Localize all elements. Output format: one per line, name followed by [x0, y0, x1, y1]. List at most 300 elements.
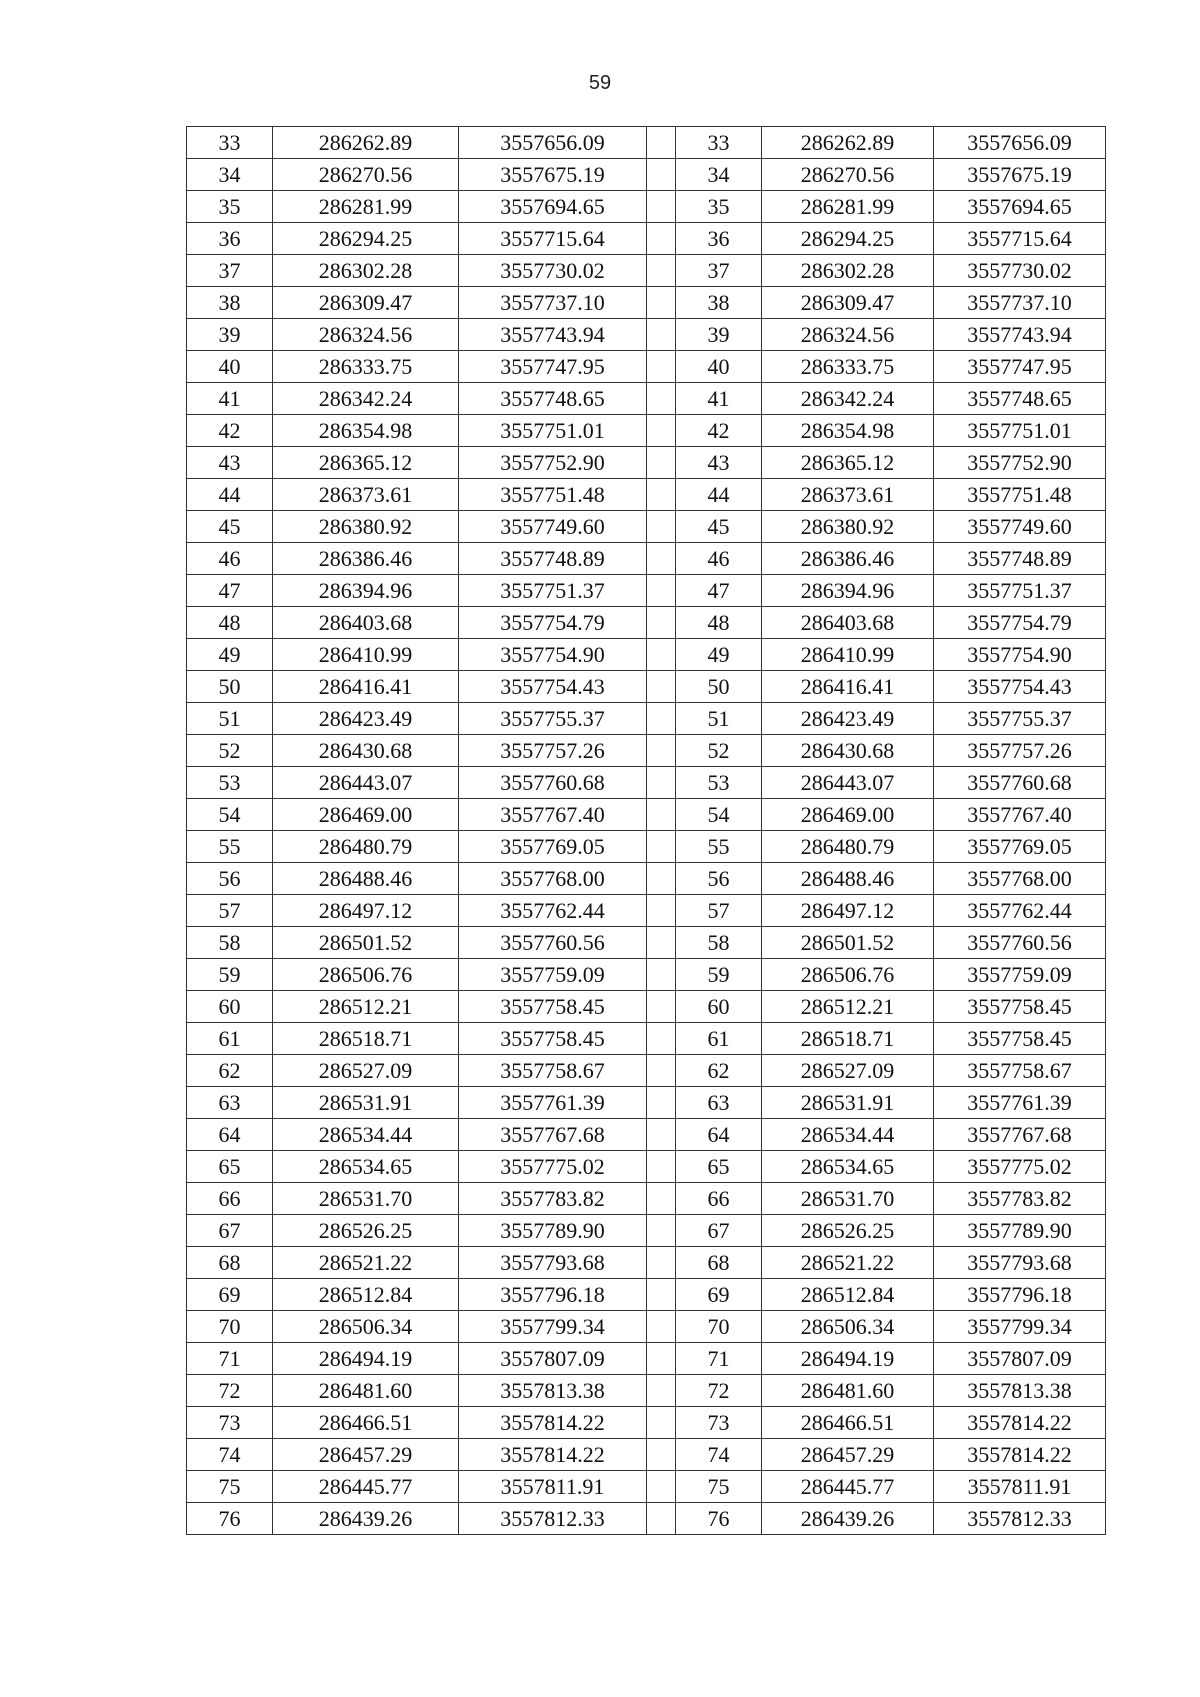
right-point-number-cell: 42: [676, 415, 762, 447]
right-y-coordinate-cell: 3557675.19: [934, 159, 1106, 191]
empty-separator-cell: [647, 1183, 676, 1215]
empty-separator-cell: [647, 607, 676, 639]
left-x-coordinate-cell: 286403.68: [273, 607, 459, 639]
left-y-coordinate-cell: 3557807.09: [459, 1343, 647, 1375]
right-y-coordinate-cell: 3557751.37: [934, 575, 1106, 607]
left-point-number-cell: 63: [187, 1087, 273, 1119]
left-point-number-cell: 43: [187, 447, 273, 479]
left-point-number-cell: 40: [187, 351, 273, 383]
left-x-coordinate-cell: 286410.99: [273, 639, 459, 671]
empty-separator-cell: [647, 223, 676, 255]
right-point-number-cell: 63: [676, 1087, 762, 1119]
right-point-number-cell: 64: [676, 1119, 762, 1151]
right-x-coordinate-cell: 286394.96: [762, 575, 934, 607]
right-y-coordinate-cell: 3557748.65: [934, 383, 1106, 415]
table-row: [187, 479, 1106, 511]
left-point-number-cell: 42: [187, 415, 273, 447]
right-point-number-cell: 69: [676, 1279, 762, 1311]
right-y-coordinate-cell: 3557811.91: [934, 1471, 1106, 1503]
left-y-coordinate-cell: 3557743.94: [459, 319, 647, 351]
left-point-number-cell: 73: [187, 1407, 273, 1439]
table-row: [187, 1375, 1106, 1407]
empty-separator-cell: [647, 319, 676, 351]
right-y-coordinate-cell: 3557769.05: [934, 831, 1106, 863]
empty-separator-cell: [647, 1055, 676, 1087]
left-point-number-cell: 57: [187, 895, 273, 927]
right-point-number-cell: 60: [676, 991, 762, 1023]
right-y-coordinate-cell: 3557748.89: [934, 543, 1106, 575]
right-x-coordinate-cell: 286534.65: [762, 1151, 934, 1183]
right-y-coordinate-cell: 3557656.09: [934, 127, 1106, 159]
left-x-coordinate-cell: 286380.92: [273, 511, 459, 543]
left-point-number-cell: 62: [187, 1055, 273, 1087]
left-y-coordinate-cell: 3557768.00: [459, 863, 647, 895]
table-row: [187, 1183, 1106, 1215]
table-row: [187, 639, 1106, 671]
empty-separator-cell: [647, 639, 676, 671]
left-y-coordinate-cell: 3557752.90: [459, 447, 647, 479]
empty-separator-cell: [647, 543, 676, 575]
left-y-coordinate-cell: 3557754.43: [459, 671, 647, 703]
left-x-coordinate-cell: 286354.98: [273, 415, 459, 447]
left-point-number-cell: 72: [187, 1375, 273, 1407]
left-point-number-cell: 34: [187, 159, 273, 191]
empty-separator-cell: [647, 1311, 676, 1343]
right-x-coordinate-cell: 286512.21: [762, 991, 934, 1023]
left-x-coordinate-cell: 286494.19: [273, 1343, 459, 1375]
right-y-coordinate-cell: 3557737.10: [934, 287, 1106, 319]
empty-separator-cell: [647, 1343, 676, 1375]
left-y-coordinate-cell: 3557767.40: [459, 799, 647, 831]
right-point-number-cell: 52: [676, 735, 762, 767]
empty-separator-cell: [647, 1215, 676, 1247]
right-point-number-cell: 59: [676, 959, 762, 991]
right-x-coordinate-cell: 286526.25: [762, 1215, 934, 1247]
left-y-coordinate-cell: 3557760.56: [459, 927, 647, 959]
left-y-coordinate-cell: 3557675.19: [459, 159, 647, 191]
table-row: [187, 1055, 1106, 1087]
right-y-coordinate-cell: 3557730.02: [934, 255, 1106, 287]
left-y-coordinate-cell: 3557748.89: [459, 543, 647, 575]
empty-separator-cell: [647, 511, 676, 543]
right-x-coordinate-cell: 286423.49: [762, 703, 934, 735]
table-row: [187, 991, 1106, 1023]
right-point-number-cell: 54: [676, 799, 762, 831]
right-y-coordinate-cell: 3557813.38: [934, 1375, 1106, 1407]
left-x-coordinate-cell: 286443.07: [273, 767, 459, 799]
left-x-coordinate-cell: 286466.51: [273, 1407, 459, 1439]
left-x-coordinate-cell: 286439.26: [273, 1503, 459, 1535]
right-x-coordinate-cell: 286534.44: [762, 1119, 934, 1151]
left-point-number-cell: 61: [187, 1023, 273, 1055]
left-y-coordinate-cell: 3557747.95: [459, 351, 647, 383]
right-x-coordinate-cell: 286443.07: [762, 767, 934, 799]
right-x-coordinate-cell: 286531.70: [762, 1183, 934, 1215]
right-x-coordinate-cell: 286501.52: [762, 927, 934, 959]
right-y-coordinate-cell: 3557760.68: [934, 767, 1106, 799]
right-point-number-cell: 73: [676, 1407, 762, 1439]
table-row: [187, 607, 1106, 639]
table-row: [187, 351, 1106, 383]
right-y-coordinate-cell: 3557715.64: [934, 223, 1106, 255]
right-y-coordinate-cell: 3557754.90: [934, 639, 1106, 671]
left-point-number-cell: 69: [187, 1279, 273, 1311]
right-x-coordinate-cell: 286506.34: [762, 1311, 934, 1343]
left-x-coordinate-cell: 286512.21: [273, 991, 459, 1023]
left-x-coordinate-cell: 286342.24: [273, 383, 459, 415]
empty-separator-cell: [647, 895, 676, 927]
right-x-coordinate-cell: 286324.56: [762, 319, 934, 351]
right-point-number-cell: 53: [676, 767, 762, 799]
table-row: [187, 1279, 1106, 1311]
empty-separator-cell: [647, 1119, 676, 1151]
right-point-number-cell: 46: [676, 543, 762, 575]
right-y-coordinate-cell: 3557755.37: [934, 703, 1106, 735]
right-x-coordinate-cell: 286380.92: [762, 511, 934, 543]
right-point-number-cell: 34: [676, 159, 762, 191]
right-y-coordinate-cell: 3557761.39: [934, 1087, 1106, 1119]
right-point-number-cell: 33: [676, 127, 762, 159]
table-row: [187, 1247, 1106, 1279]
right-point-number-cell: 43: [676, 447, 762, 479]
right-x-coordinate-cell: 286333.75: [762, 351, 934, 383]
left-y-coordinate-cell: 3557760.68: [459, 767, 647, 799]
left-point-number-cell: 56: [187, 863, 273, 895]
empty-separator-cell: [647, 959, 676, 991]
right-x-coordinate-cell: 286469.00: [762, 799, 934, 831]
left-point-number-cell: 71: [187, 1343, 273, 1375]
left-x-coordinate-cell: 286531.91: [273, 1087, 459, 1119]
left-point-number-cell: 60: [187, 991, 273, 1023]
left-point-number-cell: 76: [187, 1503, 273, 1535]
left-x-coordinate-cell: 286526.25: [273, 1215, 459, 1247]
right-y-coordinate-cell: 3557768.00: [934, 863, 1106, 895]
right-x-coordinate-cell: 286518.71: [762, 1023, 934, 1055]
left-point-number-cell: 35: [187, 191, 273, 223]
right-point-number-cell: 70: [676, 1311, 762, 1343]
table-row: [187, 255, 1106, 287]
left-x-coordinate-cell: 286501.52: [273, 927, 459, 959]
table-row: [187, 287, 1106, 319]
left-y-coordinate-cell: 3557751.37: [459, 575, 647, 607]
left-point-number-cell: 47: [187, 575, 273, 607]
right-point-number-cell: 48: [676, 607, 762, 639]
right-y-coordinate-cell: 3557754.43: [934, 671, 1106, 703]
empty-separator-cell: [647, 1023, 676, 1055]
right-y-coordinate-cell: 3557796.18: [934, 1279, 1106, 1311]
left-point-number-cell: 53: [187, 767, 273, 799]
left-x-coordinate-cell: 286423.49: [273, 703, 459, 735]
left-x-coordinate-cell: 286497.12: [273, 895, 459, 927]
right-y-coordinate-cell: 3557814.22: [934, 1407, 1106, 1439]
left-point-number-cell: 33: [187, 127, 273, 159]
right-y-coordinate-cell: 3557760.56: [934, 927, 1106, 959]
empty-separator-cell: [647, 1247, 676, 1279]
right-x-coordinate-cell: 286439.26: [762, 1503, 934, 1535]
right-x-coordinate-cell: 286309.47: [762, 287, 934, 319]
right-y-coordinate-cell: 3557783.82: [934, 1183, 1106, 1215]
right-point-number-cell: 61: [676, 1023, 762, 1055]
right-point-number-cell: 50: [676, 671, 762, 703]
left-point-number-cell: 75: [187, 1471, 273, 1503]
right-y-coordinate-cell: 3557759.09: [934, 959, 1106, 991]
right-y-coordinate-cell: 3557789.90: [934, 1215, 1106, 1247]
empty-separator-cell: [647, 415, 676, 447]
right-y-coordinate-cell: 3557812.33: [934, 1503, 1106, 1535]
right-point-number-cell: 36: [676, 223, 762, 255]
table-row: [187, 1023, 1106, 1055]
empty-separator-cell: [647, 671, 676, 703]
left-y-coordinate-cell: 3557769.05: [459, 831, 647, 863]
right-x-coordinate-cell: 286494.19: [762, 1343, 934, 1375]
left-point-number-cell: 37: [187, 255, 273, 287]
table-row: [187, 159, 1106, 191]
right-y-coordinate-cell: 3557694.65: [934, 191, 1106, 223]
left-point-number-cell: 59: [187, 959, 273, 991]
table-row: [187, 191, 1106, 223]
left-x-coordinate-cell: 286518.71: [273, 1023, 459, 1055]
table-row: [187, 1151, 1106, 1183]
right-point-number-cell: 35: [676, 191, 762, 223]
left-y-coordinate-cell: 3557812.33: [459, 1503, 647, 1535]
table-row: [187, 799, 1106, 831]
empty-separator-cell: [647, 735, 676, 767]
right-point-number-cell: 74: [676, 1439, 762, 1471]
right-x-coordinate-cell: 286480.79: [762, 831, 934, 863]
left-x-coordinate-cell: 286309.47: [273, 287, 459, 319]
left-x-coordinate-cell: 286281.99: [273, 191, 459, 223]
right-point-number-cell: 58: [676, 927, 762, 959]
table-row: [187, 223, 1106, 255]
right-x-coordinate-cell: 286373.61: [762, 479, 934, 511]
left-point-number-cell: 45: [187, 511, 273, 543]
left-y-coordinate-cell: 3557762.44: [459, 895, 647, 927]
empty-separator-cell: [647, 383, 676, 415]
left-y-coordinate-cell: 3557759.09: [459, 959, 647, 991]
table-row: [187, 1471, 1106, 1503]
right-x-coordinate-cell: 286430.68: [762, 735, 934, 767]
left-y-coordinate-cell: 3557775.02: [459, 1151, 647, 1183]
table-row: [187, 415, 1106, 447]
right-y-coordinate-cell: 3557743.94: [934, 319, 1106, 351]
left-y-coordinate-cell: 3557715.64: [459, 223, 647, 255]
left-y-coordinate-cell: 3557796.18: [459, 1279, 647, 1311]
empty-separator-cell: [647, 255, 676, 287]
right-x-coordinate-cell: 286354.98: [762, 415, 934, 447]
right-point-number-cell: 49: [676, 639, 762, 671]
left-point-number-cell: 52: [187, 735, 273, 767]
empty-separator-cell: [647, 287, 676, 319]
left-x-coordinate-cell: 286386.46: [273, 543, 459, 575]
left-x-coordinate-cell: 286457.29: [273, 1439, 459, 1471]
left-y-coordinate-cell: 3557751.48: [459, 479, 647, 511]
left-point-number-cell: 49: [187, 639, 273, 671]
left-point-number-cell: 68: [187, 1247, 273, 1279]
right-y-coordinate-cell: 3557747.95: [934, 351, 1106, 383]
left-y-coordinate-cell: 3557767.68: [459, 1119, 647, 1151]
table-row: [187, 575, 1106, 607]
right-point-number-cell: 65: [676, 1151, 762, 1183]
right-x-coordinate-cell: 286410.99: [762, 639, 934, 671]
left-point-number-cell: 58: [187, 927, 273, 959]
right-x-coordinate-cell: 286445.77: [762, 1471, 934, 1503]
empty-separator-cell: [647, 1151, 676, 1183]
left-y-coordinate-cell: 3557814.22: [459, 1439, 647, 1471]
right-x-coordinate-cell: 286531.91: [762, 1087, 934, 1119]
table-row: [187, 735, 1106, 767]
right-point-number-cell: 55: [676, 831, 762, 863]
right-x-coordinate-cell: 286270.56: [762, 159, 934, 191]
right-x-coordinate-cell: 286281.99: [762, 191, 934, 223]
right-y-coordinate-cell: 3557752.90: [934, 447, 1106, 479]
empty-separator-cell: [647, 575, 676, 607]
right-point-number-cell: 72: [676, 1375, 762, 1407]
left-point-number-cell: 44: [187, 479, 273, 511]
right-point-number-cell: 51: [676, 703, 762, 735]
left-x-coordinate-cell: 286270.56: [273, 159, 459, 191]
right-point-number-cell: 39: [676, 319, 762, 351]
left-x-coordinate-cell: 286481.60: [273, 1375, 459, 1407]
right-y-coordinate-cell: 3557814.22: [934, 1439, 1106, 1471]
right-x-coordinate-cell: 286506.76: [762, 959, 934, 991]
empty-separator-cell: [647, 863, 676, 895]
left-x-coordinate-cell: 286294.25: [273, 223, 459, 255]
left-y-coordinate-cell: 3557754.79: [459, 607, 647, 639]
left-y-coordinate-cell: 3557814.22: [459, 1407, 647, 1439]
right-point-number-cell: 57: [676, 895, 762, 927]
empty-separator-cell: [647, 1471, 676, 1503]
page-number: 59: [588, 72, 612, 94]
right-y-coordinate-cell: 3557749.60: [934, 511, 1106, 543]
right-point-number-cell: 68: [676, 1247, 762, 1279]
left-point-number-cell: 51: [187, 703, 273, 735]
left-x-coordinate-cell: 286521.22: [273, 1247, 459, 1279]
left-y-coordinate-cell: 3557758.45: [459, 991, 647, 1023]
left-y-coordinate-cell: 3557811.91: [459, 1471, 647, 1503]
empty-separator-cell: [647, 1279, 676, 1311]
left-x-coordinate-cell: 286512.84: [273, 1279, 459, 1311]
right-x-coordinate-cell: 286488.46: [762, 863, 934, 895]
left-x-coordinate-cell: 286469.00: [273, 799, 459, 831]
left-y-coordinate-cell: 3557749.60: [459, 511, 647, 543]
left-y-coordinate-cell: 3557694.65: [459, 191, 647, 223]
left-y-coordinate-cell: 3557758.45: [459, 1023, 647, 1055]
right-y-coordinate-cell: 3557793.68: [934, 1247, 1106, 1279]
left-y-coordinate-cell: 3557737.10: [459, 287, 647, 319]
right-point-number-cell: 37: [676, 255, 762, 287]
left-x-coordinate-cell: 286506.34: [273, 1311, 459, 1343]
right-point-number-cell: 75: [676, 1471, 762, 1503]
right-point-number-cell: 40: [676, 351, 762, 383]
table-row: [187, 927, 1106, 959]
empty-separator-cell: [647, 831, 676, 863]
table-row: [187, 1311, 1106, 1343]
left-y-coordinate-cell: 3557793.68: [459, 1247, 647, 1279]
table-row: [187, 1503, 1106, 1535]
empty-separator-cell: [647, 927, 676, 959]
left-point-number-cell: 55: [187, 831, 273, 863]
right-y-coordinate-cell: 3557767.68: [934, 1119, 1106, 1151]
right-y-coordinate-cell: 3557758.45: [934, 1023, 1106, 1055]
left-y-coordinate-cell: 3557751.01: [459, 415, 647, 447]
empty-separator-cell: [647, 1503, 676, 1535]
table-row: [187, 767, 1106, 799]
left-y-coordinate-cell: 3557783.82: [459, 1183, 647, 1215]
table-row: [187, 127, 1106, 159]
right-y-coordinate-cell: 3557767.40: [934, 799, 1106, 831]
right-y-coordinate-cell: 3557757.26: [934, 735, 1106, 767]
right-x-coordinate-cell: 286497.12: [762, 895, 934, 927]
left-y-coordinate-cell: 3557754.90: [459, 639, 647, 671]
table-row: [187, 319, 1106, 351]
right-point-number-cell: 71: [676, 1343, 762, 1375]
left-point-number-cell: 74: [187, 1439, 273, 1471]
right-y-coordinate-cell: 3557775.02: [934, 1151, 1106, 1183]
left-x-coordinate-cell: 286506.76: [273, 959, 459, 991]
left-point-number-cell: 48: [187, 607, 273, 639]
right-point-number-cell: 67: [676, 1215, 762, 1247]
left-y-coordinate-cell: 3557761.39: [459, 1087, 647, 1119]
right-y-coordinate-cell: 3557754.79: [934, 607, 1106, 639]
table-row: [187, 671, 1106, 703]
table-row: [187, 1407, 1106, 1439]
table-row: [187, 895, 1106, 927]
left-point-number-cell: 70: [187, 1311, 273, 1343]
right-x-coordinate-cell: 286342.24: [762, 383, 934, 415]
right-x-coordinate-cell: 286386.46: [762, 543, 934, 575]
empty-separator-cell: [647, 1087, 676, 1119]
left-point-number-cell: 36: [187, 223, 273, 255]
right-x-coordinate-cell: 286416.41: [762, 671, 934, 703]
left-x-coordinate-cell: 286394.96: [273, 575, 459, 607]
right-x-coordinate-cell: 286262.89: [762, 127, 934, 159]
empty-separator-cell: [647, 767, 676, 799]
left-point-number-cell: 65: [187, 1151, 273, 1183]
empty-separator-cell: [647, 703, 676, 735]
coordinates-table: [186, 126, 1106, 1535]
right-point-number-cell: 41: [676, 383, 762, 415]
right-y-coordinate-cell: 3557751.48: [934, 479, 1106, 511]
left-x-coordinate-cell: 286302.28: [273, 255, 459, 287]
right-point-number-cell: 76: [676, 1503, 762, 1535]
empty-separator-cell: [647, 447, 676, 479]
table-row: [187, 831, 1106, 863]
right-x-coordinate-cell: 286302.28: [762, 255, 934, 287]
right-point-number-cell: 45: [676, 511, 762, 543]
empty-separator-cell: [647, 127, 676, 159]
right-y-coordinate-cell: 3557762.44: [934, 895, 1106, 927]
left-y-coordinate-cell: 3557799.34: [459, 1311, 647, 1343]
table-row: [187, 1439, 1106, 1471]
left-x-coordinate-cell: 286488.46: [273, 863, 459, 895]
left-point-number-cell: 46: [187, 543, 273, 575]
empty-separator-cell: [647, 159, 676, 191]
left-x-coordinate-cell: 286333.75: [273, 351, 459, 383]
left-point-number-cell: 67: [187, 1215, 273, 1247]
right-y-coordinate-cell: 3557751.01: [934, 415, 1106, 447]
left-y-coordinate-cell: 3557813.38: [459, 1375, 647, 1407]
table-row: [187, 543, 1106, 575]
left-point-number-cell: 64: [187, 1119, 273, 1151]
right-point-number-cell: 38: [676, 287, 762, 319]
right-x-coordinate-cell: 286527.09: [762, 1055, 934, 1087]
right-x-coordinate-cell: 286466.51: [762, 1407, 934, 1439]
left-x-coordinate-cell: 286262.89: [273, 127, 459, 159]
left-x-coordinate-cell: 286534.44: [273, 1119, 459, 1151]
empty-separator-cell: [647, 1375, 676, 1407]
left-y-coordinate-cell: 3557748.65: [459, 383, 647, 415]
left-point-number-cell: 38: [187, 287, 273, 319]
